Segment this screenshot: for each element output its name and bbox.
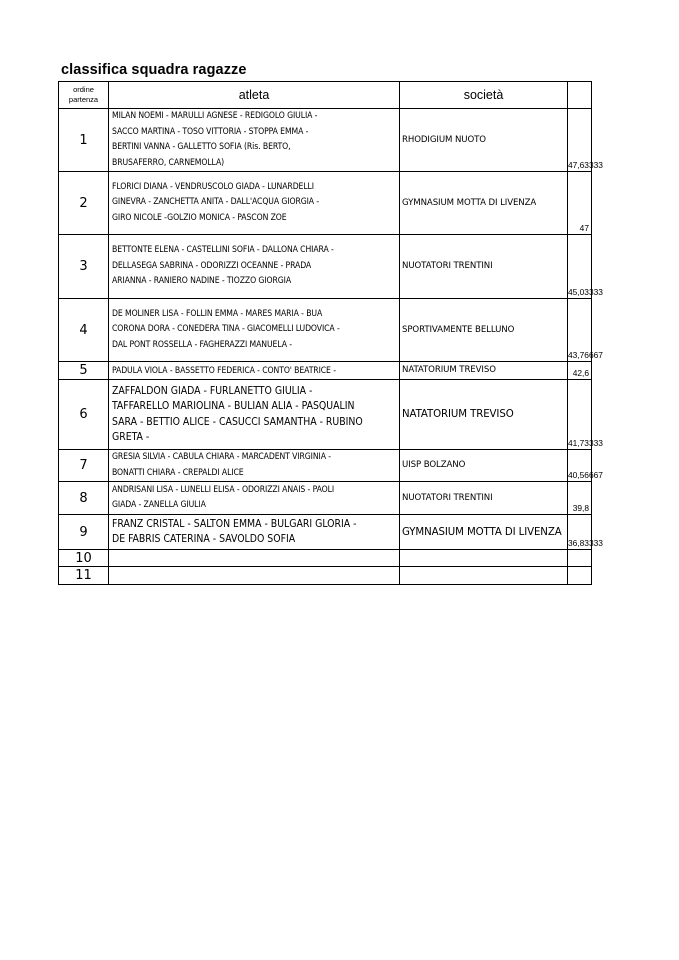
club-cell: NUOTATORI TRENTINI (400, 235, 568, 299)
table-row (59, 515, 592, 550)
start-order-cell: 1 (59, 109, 109, 172)
club-cell: RHODIGIUM NUOTO (400, 109, 568, 172)
athlete-line: BRUSAFERRO, CARNEMOLLA) (112, 157, 225, 168)
table-row (59, 172, 592, 235)
score-cell: 40,56667 (568, 450, 592, 482)
athlete-line: DE MOLINER LISA - FOLLIN EMMA - MARES MARIA - BUA (112, 308, 323, 319)
start-order-cell: 9 (59, 515, 109, 550)
score-header (568, 82, 592, 109)
athlete-line: PADULA VIOLA - BASSETTO FEDERICA - CONTO' BEATRICE - (112, 365, 336, 376)
athlete-line: DELLASEGA SABRINA - ODORIZZI OCEANNE - PRADA (112, 260, 312, 271)
athlete-line: ARIANNA - RANIERO NADINE - TIOZZO GIORGIA (112, 276, 292, 287)
club-cell: NUOTATORI TRENTINI (400, 482, 568, 515)
table-row (59, 380, 592, 450)
athlete-line: DE FABRIS CATERINA - SAVOLDO SOFIA (112, 533, 296, 545)
athlete-line: GIADA - ZANELLA GIULIA (112, 500, 206, 510)
athletes-cell (109, 109, 400, 172)
athlete-line: FRANZ CRISTAL - SALTON EMMA - BULGARI GLORIA - (112, 517, 357, 530)
table-row (59, 109, 592, 172)
athletes-cell (109, 515, 400, 550)
club-cell (400, 567, 568, 585)
score-cell: 39,8 (568, 482, 592, 515)
start-order-cell: 7 (59, 450, 109, 482)
table-row (59, 567, 592, 585)
athlete-line: CORONA DORA - CONEDERA TINA - GIACOMELLI LUDOVICA - (112, 324, 340, 335)
athlete-line: FLORICI DIANA - VENDRUSCOLO GIADA - LUNARDELLI (112, 181, 314, 192)
athlete-line: ZAFFALDON GIADA - FURLANETTO GIULIA - (112, 384, 313, 397)
athlete-line: GRESIA SILVIA - CABULA CHIARA - MARCADENT VIRGINIA - (112, 452, 331, 462)
table-row (59, 450, 592, 482)
club-cell: NATATORIUM TREVISO (400, 380, 568, 450)
club-cell: NATATORIUM TREVISO (400, 362, 568, 380)
athletes-cell (109, 172, 400, 235)
table-row (59, 362, 592, 380)
athletes-cell (109, 362, 400, 380)
score-cell (568, 550, 592, 567)
athletes-cell (109, 567, 400, 585)
athlete-line: GRETA - (112, 431, 150, 443)
start-order-cell: 10 (59, 550, 109, 567)
club-cell: UISP BOLZANO (400, 450, 568, 482)
athlete-line: SACCO MARTINA - TOSO VITTORIA - STOPPA EMMA - (112, 126, 309, 137)
score-cell: 47,63333 (568, 109, 592, 172)
score-cell (568, 567, 592, 585)
athletes-cell (109, 482, 400, 515)
table-row (59, 550, 592, 567)
club-cell: GYMNASIUM MOTTA DI LIVENZA (400, 172, 568, 235)
club-cell: GYMNASIUM MOTTA DI LIVENZA (400, 515, 568, 550)
score-cell: 43,76667 (568, 299, 592, 362)
athlete-line: GINEVRA - ZANCHETTA ANITA - DALL'ACQUA GIORGIA - (112, 197, 320, 208)
start-order-cell: 6 (59, 380, 109, 450)
score-cell: 36,83333 (568, 515, 592, 550)
score-cell: 47 (568, 172, 592, 235)
athletes-cell (109, 299, 400, 362)
athletes-cell (109, 380, 400, 450)
table-row (59, 235, 592, 299)
athlete-line: GIRO NICOLE -GOLZIO MONICA - PASCON ZOE (112, 212, 287, 223)
start-order-cell: 3 (59, 235, 109, 299)
page-title: classifica squadra ragazze (61, 62, 247, 78)
athlete-line: TAFFARELLO MARIOLINA - BULIAN ALIA - PASQUALIN (112, 400, 355, 412)
start-order-cell: 8 (59, 482, 109, 515)
athletes-cell (109, 550, 400, 567)
athlete-line: ANDRISANI LISA - LUNELLI ELISA - ODORIZZI ANAIS - PAOLI (112, 484, 335, 495)
athletes-cell (109, 235, 400, 299)
header-row (59, 82, 592, 109)
athlete-line: BETTONTE ELENA - CASTELLINI SOFIA - DALLONA CHIARA - (112, 245, 334, 256)
order-header-line1: ordine (73, 85, 94, 94)
club-cell (400, 550, 568, 567)
athlete-line: BERTINI VANNA - GALLETTO SOFIA (Ris. BERTO, (112, 142, 291, 152)
start-order-cell: 2 (59, 172, 109, 235)
athlete-line: MILAN NOEMI - MARULLI AGNESE - REDIGOLO GIULIA - (112, 111, 318, 121)
order-header (59, 82, 109, 109)
athlete-line: BONATTI CHIARA - CREPALDI ALICE (112, 467, 244, 478)
score-cell: 45,03333 (568, 235, 592, 299)
club-header: società (400, 82, 568, 109)
athletes-cell (109, 450, 400, 482)
club-cell: SPORTIVAMENTE BELLUNO (400, 299, 568, 362)
table-row (59, 482, 592, 515)
score-cell: 41,73333 (568, 380, 592, 450)
start-order-cell: 4 (59, 299, 109, 362)
athlete-header: atleta (109, 82, 400, 109)
table-row (59, 299, 592, 362)
results-table (58, 81, 603, 585)
start-order-cell: 5 (59, 362, 109, 380)
score-cell: 42,6 (568, 362, 592, 380)
start-order-cell: 11 (59, 567, 109, 585)
athlete-line: DAL PONT ROSSELLA - FAGHERAZZI MANUELA - (112, 339, 292, 350)
athlete-line: SARA - BETTIO ALICE - CASUCCI SAMANTHA - RUBINO (112, 415, 363, 428)
order-header-line2: partenza (68, 95, 99, 104)
